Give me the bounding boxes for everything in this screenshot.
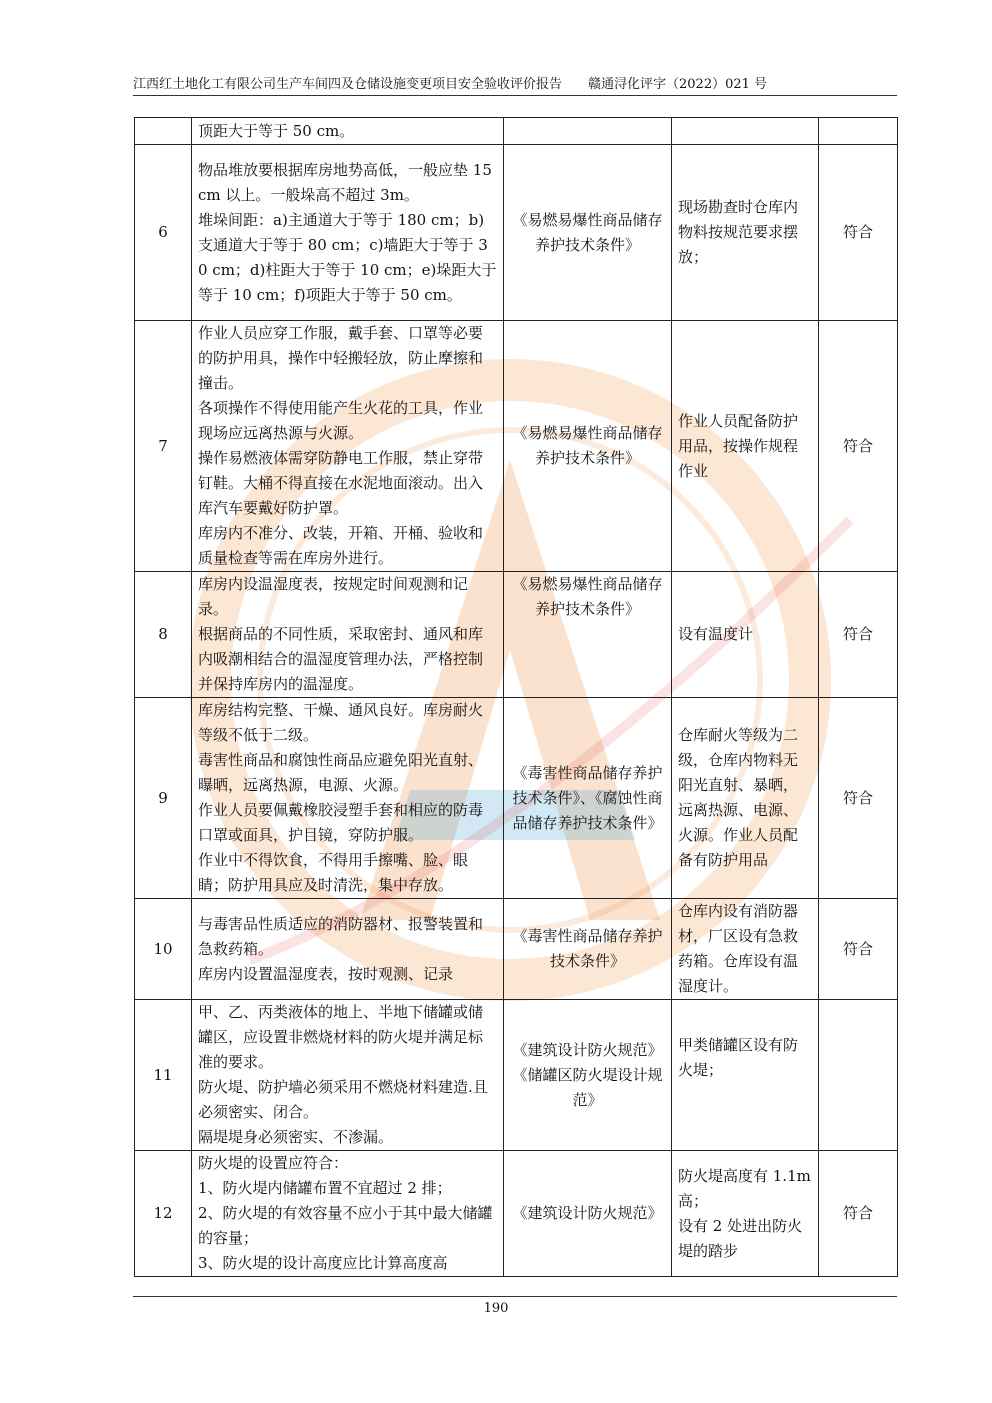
requirement-text: 防火堤的设置应符合： [198, 1154, 349, 1172]
requirement-cell [192, 118, 504, 145]
result-cell: 符合 [819, 321, 898, 572]
row-number: 11 [135, 1000, 192, 1151]
basis-cell [504, 572, 672, 698]
row-number [135, 118, 192, 145]
requirement-text: 与毒害品性质适应的消防器材、报警装置和急救药箱。 [198, 914, 484, 958]
basis-text: 《易燃易爆性商品储存养护技术条件》 [512, 424, 663, 467]
page-number: 190 [483, 1301, 509, 1316]
requirement-cell [192, 321, 504, 572]
result-cell: 符合 [819, 572, 898, 698]
status-cell [672, 118, 819, 145]
requirement-text: 顶距大于等于 50 cm。 [198, 121, 355, 140]
basis-text: 《毒害性商品储存养护技术条件》、《腐蚀性商品储存养护技术条件》 [512, 763, 663, 832]
requirement-text: 毒害性商品和腐蚀性商品应避免阳光直射、曝晒，远离热源，电源、火源。 [198, 751, 484, 794]
status-cell [672, 698, 819, 899]
status-cell [672, 1000, 819, 1151]
table-row [135, 698, 898, 899]
requirement-text: 作业人员要佩戴橡胶浸塑手套和相应的防毒口罩或面具，护目镜，穿防护服。 [198, 801, 484, 844]
basis-cell [504, 899, 672, 1000]
requirement-text: 库房内不准分、改装，开箱、开桶、验收和质量检查等需在库房外进行。 [198, 524, 484, 567]
requirement-text: 物品堆放要根据库房地势高低，一般应垫 15cm 以上。一般垛高不超过 3m。 [198, 160, 492, 204]
result-cell [819, 1000, 898, 1151]
row-number: 6 [135, 145, 192, 321]
requirement-text: 3、防火堤的设计高度应比计算高度高 [198, 1254, 448, 1272]
requirement-cell [192, 1151, 504, 1277]
requirement-cell [192, 572, 504, 698]
status-cell [672, 1151, 819, 1277]
table-row [135, 572, 898, 698]
result-cell: 符合 [819, 145, 898, 321]
result-cell: 符合 [819, 899, 898, 1000]
requirement-cell [192, 698, 504, 899]
result-cell [819, 118, 898, 145]
row-number: 12 [135, 1151, 192, 1277]
requirement-cell [192, 1000, 504, 1151]
header-rule [133, 95, 897, 96]
requirements-table [134, 117, 898, 1277]
table-row [135, 118, 898, 145]
status-text: 现场勘查时仓库内物料按规范要求摆放； [678, 198, 799, 266]
requirement-text: 隔堤堤身必须密实、不渗漏。 [198, 1128, 394, 1146]
requirement-text: 2、防火堤的有效容量不应小于其中最大储罐的容量； [198, 1204, 493, 1247]
requirement-cell [192, 899, 504, 1000]
status-text: 设有 2 处进出防火堤的踏步 [678, 1216, 803, 1260]
requirement-text: 库房结构完整、干燥、通风良好。库房耐火等级不低于二级。 [198, 701, 484, 744]
basis-cell [504, 698, 672, 899]
basis-text: 《建筑设计防火规范》《储罐区防火堤设计规范》 [512, 1040, 663, 1109]
requirement-text: 作业中不得饮食，不得用手擦嘴、脸、眼睛；防护用具应及时清洗，集中存放。 [198, 851, 469, 894]
table-row [135, 145, 898, 321]
basis-cell [504, 1151, 672, 1277]
status-cell [672, 572, 819, 698]
status-text: 甲类储罐区设有防火堤； [678, 1036, 799, 1079]
status-cell [672, 899, 819, 1000]
status-text: 仓库内设有消防器材，厂区设有急救药箱。仓库设有温湿度计。 [678, 902, 799, 995]
basis-cell [504, 118, 672, 145]
requirement-text: 各项操作不得使用能产生火花的工具，作业现场应远离热源与火源。 [198, 399, 484, 442]
requirement-text: 甲、乙、丙类液体的地上、半地下储罐或储罐区，应设置非燃烧材料的防火堤并满足标准的要求。 [198, 1003, 484, 1071]
report-number: 赣通浔化评字（2022）021 号 [588, 77, 768, 92]
table-row [135, 321, 898, 572]
basis-text: 《易燃易爆性商品储存养护技术条件》 [512, 210, 663, 254]
page-header [133, 76, 897, 94]
basis-cell [504, 145, 672, 321]
requirement-text: 根据商品的不同性质，采取密封、通风和库内吸潮相结合的温湿度管理办法，严格控制并保持库房内的温湿度。 [198, 625, 484, 693]
basis-text: 《毒害性商品储存养护技术条件》 [512, 927, 663, 970]
row-number: 10 [135, 899, 192, 1000]
row-number: 7 [135, 321, 192, 572]
requirement-cell [192, 145, 504, 321]
requirement-text: 库房内设温湿度表，按规定时间观测和记录。 [198, 575, 469, 618]
status-text: 防火堤高度有 1.1m 高； [678, 1166, 811, 1210]
status-cell [672, 145, 819, 321]
requirement-text: 操作易燃液体需穿防静电工作服，禁止穿带钉鞋。大桶不得直接在水泥地面滚动。出入库汽车要戴好防护罩。 [198, 449, 484, 517]
requirement-text: 库房内设置温湿度表，按时观测、记录 [198, 964, 454, 983]
requirement-text: 作业人员应穿工作服，戴手套、口罩等必要的防护用具，操作中轻搬轻放，防止摩擦和撞击。 [198, 324, 484, 392]
status-cell [672, 321, 819, 572]
requirement-text: 堆垛间距：a)主通道大于等于 180 cm；b)支通道大于等于 80 cm；c)墙距大于等于 30 cm；d)柱距大于等于 10 cm；e)垛距大于等于 10 cm；f)项距大于等于 50 cm。 [198, 210, 497, 304]
row-number: 8 [135, 572, 192, 698]
status-text: 设有温度计 [678, 625, 754, 643]
basis-cell [504, 1000, 672, 1151]
status-text: 仓库耐火等级为二级，仓库内物料无阳光直射、暴晒，远离热源、电源、火源。作业人员配备有防护用品 [678, 726, 799, 869]
result-cell: 符合 [819, 698, 898, 899]
basis-text: 《建筑设计防火规范》 [512, 1204, 663, 1222]
requirement-text: 1、防火堤内储罐布置不宜超过 2 排； [198, 1179, 452, 1197]
requirement-text: 防火堤、防护墙必须采用不燃烧材料建造.且必须密实、闭合。 [198, 1078, 488, 1121]
table-row [135, 899, 898, 1000]
basis-cell [504, 321, 672, 572]
status-text: 作业人员配备防护用品，按操作规程作业 [678, 411, 799, 480]
footer-rule [133, 1296, 897, 1297]
table-row [135, 1000, 898, 1151]
result-cell: 符合 [819, 1151, 898, 1277]
basis-text: 《易燃易爆性商品储存养护技术条件》 [512, 575, 663, 618]
report-title: 江西红土地化工有限公司生产车间四及仓储设施变更项目安全验收评价报告 [133, 77, 563, 92]
row-number: 9 [135, 698, 192, 899]
table-row [135, 1151, 898, 1277]
